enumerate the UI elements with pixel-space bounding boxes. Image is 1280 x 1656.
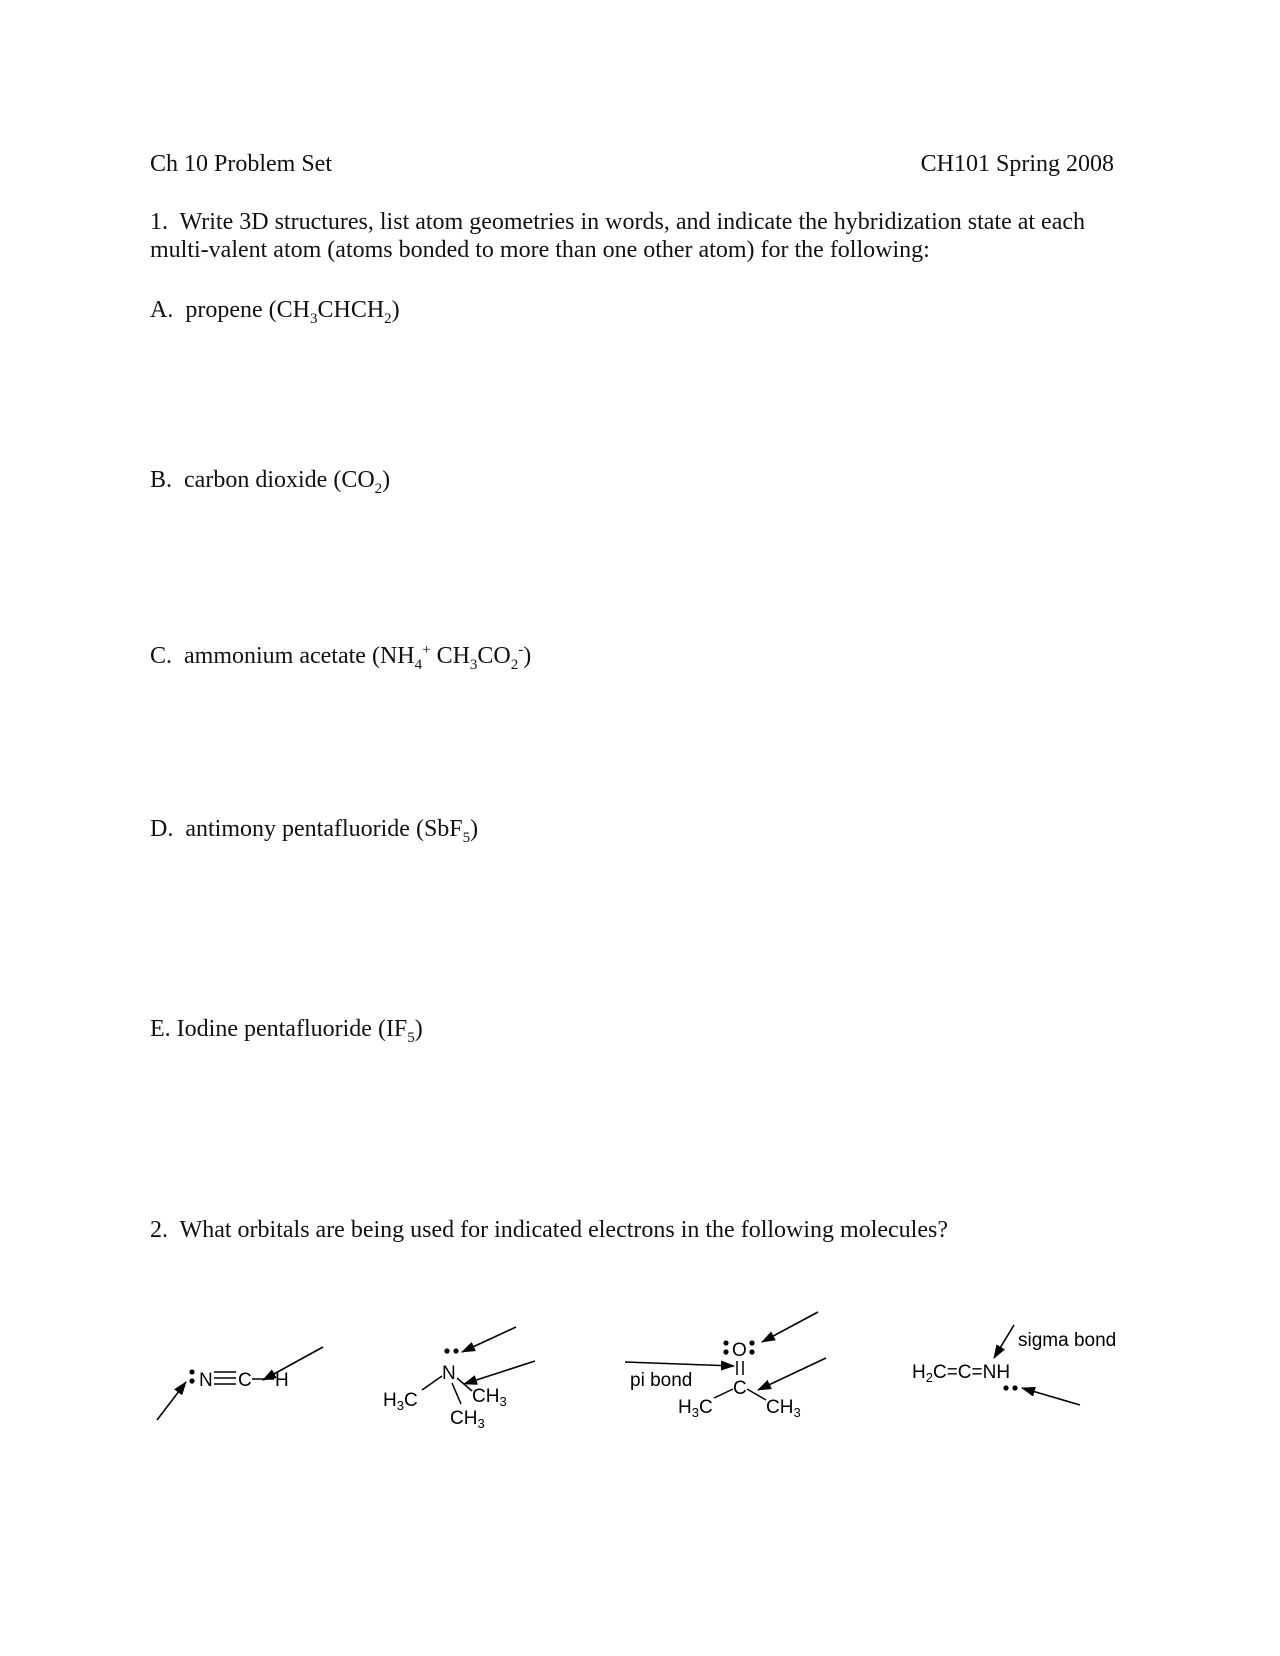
item-e-sub: 5 xyxy=(407,1029,415,1046)
item-e-name: Iodine pentafluoride xyxy=(176,1016,372,1042)
item-d-formula: SbF xyxy=(423,816,463,842)
single-bond-line xyxy=(714,1389,733,1398)
lone-pair-dot xyxy=(749,1349,754,1354)
atom-label: CH xyxy=(472,1386,500,1407)
atom-label: H xyxy=(678,1397,692,1418)
item-c-sub: 3 xyxy=(469,656,478,673)
trimethylamine-molecule xyxy=(383,1327,535,1431)
item-a-sub: 3 xyxy=(309,310,318,327)
sigma-bond-label: sigma bond xyxy=(1018,1330,1117,1351)
acetone-c-atom: C xyxy=(733,1378,747,1399)
question-2-number: 2. xyxy=(150,1217,168,1243)
imine-molecule xyxy=(912,1325,1116,1405)
lone-pair-dot xyxy=(1003,1385,1008,1390)
item-c-formula: NH xyxy=(379,643,415,669)
item-a-label: A. xyxy=(150,297,174,323)
indicator-arrow xyxy=(758,1358,826,1390)
single-bond-line xyxy=(452,1383,461,1404)
hcn-c-atom: C xyxy=(238,1370,252,1391)
subscript: 3 xyxy=(477,1416,485,1431)
indicator-arrow xyxy=(157,1382,186,1420)
lone-pair-dot xyxy=(749,1340,754,1345)
item-e: E. Iodine pentafluoride $(IF_5)$ xyxy=(150,1016,423,1046)
amine-methyl-left xyxy=(383,1390,418,1413)
item-a-name: propene xyxy=(185,297,263,323)
item-a-sub: 2 xyxy=(384,310,392,327)
item-c-sup: - xyxy=(518,642,524,658)
amine-n-atom: N xyxy=(442,1363,456,1384)
lone-pair-dot xyxy=(453,1348,458,1353)
sigma-bond-arrow xyxy=(994,1325,1014,1358)
subscript: 3 xyxy=(691,1405,699,1420)
hcn-molecule xyxy=(157,1347,323,1420)
amine-methyl-bottom xyxy=(450,1408,485,1431)
question-2-text: What orbitals are being used for indicated electrons in the following molecules? xyxy=(179,1217,948,1243)
item-d-sub: 5 xyxy=(462,829,471,846)
lone-pair-dot xyxy=(723,1349,728,1354)
single-bond-line xyxy=(422,1376,442,1390)
acetone-o-atom: O xyxy=(732,1340,747,1361)
indicator-arrow xyxy=(762,1312,818,1342)
atom-label: H xyxy=(912,1362,926,1383)
item-b: B. carbon dioxide $(CO_2)$ xyxy=(150,467,391,497)
atom-label: H xyxy=(383,1390,397,1411)
atom-label: C xyxy=(698,1397,713,1418)
item-a: A. propene $(CH_3CHCH_2)$ xyxy=(150,297,400,327)
atom-label: C=C=NH xyxy=(932,1362,1011,1383)
lone-pair-dot xyxy=(189,1369,194,1374)
atom-label: CH xyxy=(766,1397,794,1418)
pi-bond-arrow xyxy=(625,1362,734,1366)
item-d-label: D. xyxy=(150,816,174,842)
document-title: Ch 10 Problem Set xyxy=(150,151,333,177)
indicator-arrow xyxy=(464,1361,535,1384)
atom-label: CH xyxy=(450,1408,478,1429)
subscript: 2 xyxy=(925,1370,933,1385)
subscript: 3 xyxy=(499,1394,507,1409)
item-c-formula: CO xyxy=(477,643,511,669)
item-b-formula: CO xyxy=(341,467,375,493)
item-c-sub: 4 xyxy=(414,656,423,673)
single-bond-line xyxy=(747,1389,766,1400)
question-1-number: 1. xyxy=(150,209,168,235)
item-b-label: B. xyxy=(150,467,173,493)
indicator-arrow xyxy=(263,1347,323,1380)
subscript: 3 xyxy=(793,1405,801,1420)
lone-pair-dot xyxy=(1012,1385,1017,1390)
item-c-sub: 2 xyxy=(510,656,519,673)
lone-pair-dot xyxy=(189,1378,194,1383)
pi-bond-label: pi bond xyxy=(630,1370,693,1391)
item-c-formula: CH xyxy=(436,643,470,669)
acetone-methyl-right xyxy=(766,1397,801,1420)
indicator-arrow xyxy=(462,1327,516,1352)
item-e-formula: IF xyxy=(385,1016,408,1042)
item-c: C. ammonium acetate ($NH_4^+$ $CH_3CO_2^-$) xyxy=(150,642,532,673)
indicator-arrow xyxy=(1022,1388,1080,1405)
item-b-sub: 2 xyxy=(374,480,383,497)
atom-label: C xyxy=(403,1390,418,1411)
item-d-name: antimony pentafluoride xyxy=(185,816,410,842)
imine-formula xyxy=(912,1362,1010,1385)
item-d: D. antimony pentafluoride (SbF$_5$) xyxy=(150,816,479,846)
item-a-formula: CHCH xyxy=(317,297,385,323)
item-a-formula: CH xyxy=(276,297,310,323)
question-1-text: Write 3D structures, list atom geometries in words, and indicate the hybridization state at each multi-valent atom (atoms bonded to more than one other atom) for the following: xyxy=(150,209,1086,263)
lone-pair-dot xyxy=(444,1348,449,1353)
item-c-label: C. xyxy=(150,643,173,669)
amine-methyl-right xyxy=(472,1386,507,1409)
item-e-label: E. xyxy=(150,1016,171,1042)
acetone-molecule xyxy=(625,1312,826,1420)
hcn-h-atom: H xyxy=(275,1370,289,1391)
acetone-methyl-left xyxy=(678,1397,713,1420)
item-b-name: carbon dioxide xyxy=(184,467,328,493)
hcn-n-atom: N xyxy=(199,1370,213,1391)
subscript: 3 xyxy=(396,1398,404,1413)
lone-pair-dot xyxy=(723,1340,728,1345)
item-c-name: ammonium acetate xyxy=(184,643,366,669)
course-term: CH101 Spring 2008 xyxy=(920,151,1114,177)
item-c-sup: + xyxy=(422,642,431,658)
